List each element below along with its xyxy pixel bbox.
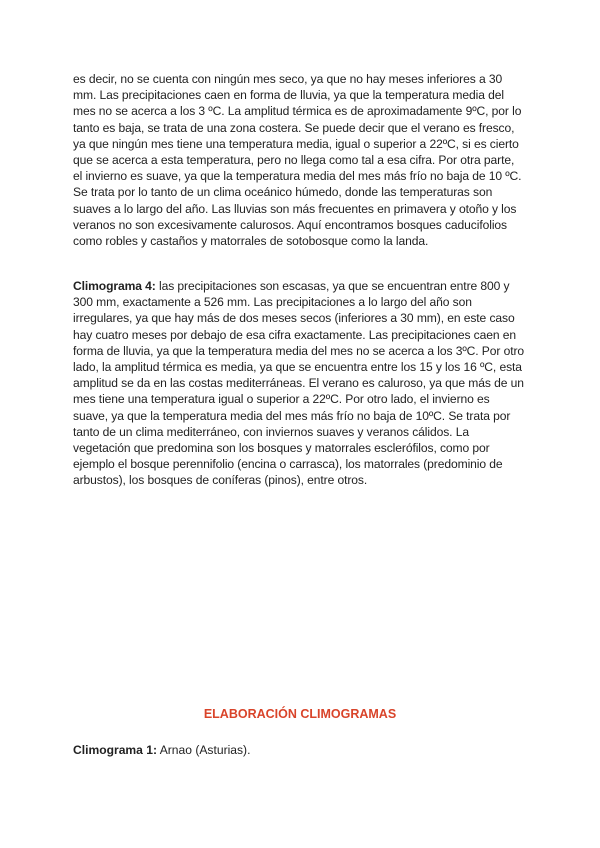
paragraph-climograma-4 [73, 278, 525, 489]
climograma-1-text: Arnao (Asturias). [157, 743, 251, 757]
section-heading: ELABORACIÓN CLIMOGRAMAS [203, 707, 397, 721]
climograma-4-label: Climograma 4: [73, 279, 156, 293]
paragraph-climograma-1 [73, 742, 250, 758]
paragraph-oceanic-climate: es decir, no se cuenta con ningún mes seco, ya que no hay meses inferiores a 30 mm. Las precipitaciones caen en forma de lluvia, ya que la temperatura media del mes no se acerca a los 3 ºC. La amplitud térmica es de aproximadamente 9ºC, por lo tanto es baja, se trata de una zona costera. Se puede decir que el verano es fresco, ya que ningún mes tiene una temperatura media, igual o superior a 22ºC, si es cierto que se acerca a esta temperatura, pero no llega como tal a esa cifra. Por otra parte, el invierno es suave, ya que la temperatura media del mes más frío no baja de 10 ºC. Se trata por lo tanto de un clima oceánico húmedo, donde las temperaturas son suaves a lo largo del año. Las lluvias son más frecuentes en primavera y otoño y los veranos no son excesivamente calurosos. Aquí encontramos bosques caducifolios como robles y castaños y matorrales de sotobosque como la landa. [73, 72, 522, 249]
climograma-4-text: las precipitaciones son escasas, ya que se encuentran entre 800 y 300 mm, exactamente a 526 mm. Las precipitaciones a lo largo del año son irregulares, ya que hay más de dos meses secos (inferiores a 30 mm), en este caso hay cuatro meses por debajo de esa cifra exactamente. Las precipitaciones caen en forma de lluvia, ya que la temperatura media del mes no se acerca a los 3ºC. Por otro lado, la amplitud térmica es media, ya que se encuentra entre los 15 y los 16 ºC, esta amplitud se da en las costas mediterráneas. El verano es caluroso, ya que más de un mes tiene una temperatura igual o superior a 22ºC. Por otro lado, el invierno es suave, ya que la temperatura media del mes más frío no baja de 10ºC. Se trata por tanto de un clima mediterráneo, con inviernos suaves y veranos cálidos. La vegetación que predomina son los bosques y matorrales esclerófilos, como por ejemplo el bosque perennifolio (encina o carrasca), los matorrales (predominio de arbustos), los bosques de coníferas (pinos), entre otros. [73, 279, 525, 488]
climograma-1-label: Climograma 1: [73, 743, 158, 757]
